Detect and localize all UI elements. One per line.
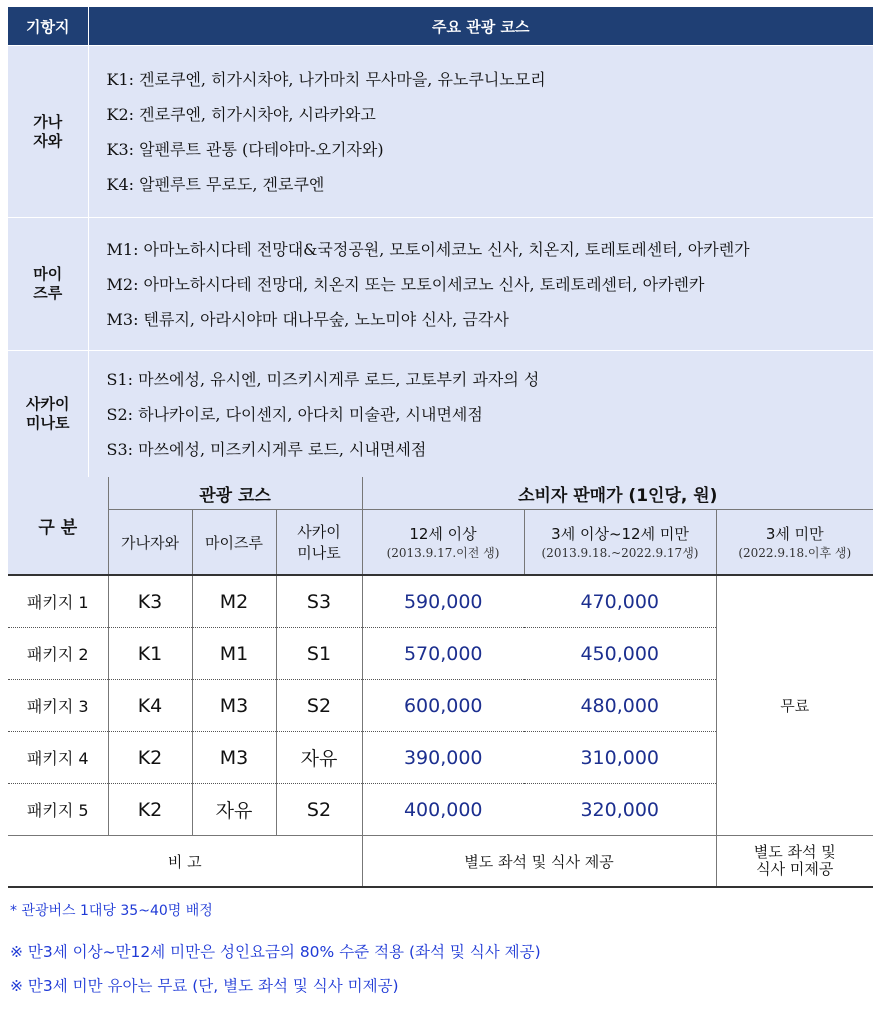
package-s: S3 (276, 575, 362, 628)
course-item: M3: 텐류지, 아라시야마 대나무숲, 노노미야 신사, 금각사 (106, 309, 509, 329)
package-k: K3 (108, 575, 192, 628)
package-s: S2 (276, 680, 362, 732)
package-name: 패키지 4 (8, 732, 108, 784)
package-m: M3 (192, 732, 276, 784)
package-name: 패키지 2 (8, 628, 108, 680)
price-child: 470,000 (524, 575, 716, 628)
package-m: M2 (192, 575, 276, 628)
course-row-maizuru (8, 218, 873, 351)
course-item: S2: 하나카이로, 다이센지, 아다치 미술관, 시내면세점 (106, 404, 483, 424)
price-adult: 390,000 (362, 732, 524, 784)
price-adult: 600,000 (362, 680, 524, 732)
price-adult: 590,000 (362, 575, 524, 628)
header-course: 주요 관광 코스 (88, 7, 873, 46)
course-row-sakaiminato (8, 351, 873, 478)
note-child-rate: ※ 만3세 이상~만12세 미만은 성인요금의 80% 수준 적용 (좌석 및 식사 제공) (10, 943, 541, 961)
price-table (8, 477, 873, 888)
package-m: M1 (192, 628, 276, 680)
region-maizuru: 마이 즈루 (8, 218, 88, 351)
price-child: 310,000 (524, 732, 716, 784)
region-sakaiminato: 사카이 미나토 (8, 351, 88, 478)
package-s: 자유 (276, 732, 362, 784)
course-item: S3: 마쓰에성, 미즈키시게루 로드, 시내면세점 (106, 439, 427, 459)
table-row (8, 575, 873, 628)
remark-label: 비 고 (8, 836, 362, 888)
course-item: S1: 마쓰에성, 유시엔, 미즈키시게루 로드, 고토부키 과자의 성 (106, 369, 540, 389)
price-child: 480,000 (524, 680, 716, 732)
course-list-sakaiminato (88, 351, 873, 478)
package-m: 자유 (192, 784, 276, 836)
course-item: K4: 알펜루트 무로도, 겐로쿠엔 (106, 174, 325, 194)
header-courses: 관광 코스 (108, 477, 362, 510)
subheader-adult: 12세 이상 (2013.9.17.이전 생) (362, 510, 524, 576)
package-s: S2 (276, 784, 362, 836)
price-infant: 무료 (716, 575, 873, 836)
note-infant-free: ※ 만3세 미만 유아는 무료 (단, 별도 좌석 및 식사 미제공) (10, 977, 399, 995)
region-kanazawa: 가나 자와 (8, 46, 88, 218)
package-s: S1 (276, 628, 362, 680)
course-list-kanazawa (88, 46, 873, 218)
course-item: K2: 겐로쿠엔, 히가시차야, 시라카와고 (106, 104, 376, 124)
header-category: 구 분 (8, 477, 108, 575)
subheader-sakaiminato: 사카이 미나토 (276, 510, 362, 576)
package-name: 패키지 3 (8, 680, 108, 732)
price-child: 320,000 (524, 784, 716, 836)
package-name: 패키지 1 (8, 575, 108, 628)
package-m: M3 (192, 680, 276, 732)
remark-infant: 별도 좌석 및 식사 미제공 (716, 836, 873, 888)
package-name: 패키지 5 (8, 784, 108, 836)
price-adult: 570,000 (362, 628, 524, 680)
remark-row (8, 836, 873, 888)
package-k: K1 (108, 628, 192, 680)
course-item: K1: 겐로쿠엔, 히가시차야, 나가마치 무사마을, 유노쿠니노모리 (106, 69, 546, 89)
package-k: K4 (108, 680, 192, 732)
course-table (8, 7, 873, 477)
remark-paid: 별도 좌석 및 식사 제공 (362, 836, 716, 888)
header-region: 기항지 (8, 7, 88, 46)
course-row-kanazawa (8, 46, 873, 218)
subheader-maizuru: 마이즈루 (192, 510, 276, 576)
note-bus: * 관광버스 1대당 35~40명 배정 (10, 903, 213, 919)
package-k: K2 (108, 732, 192, 784)
header-price: 소비자 판매가 (1인당, 원) (362, 477, 873, 510)
price-child: 450,000 (524, 628, 716, 680)
price-adult: 400,000 (362, 784, 524, 836)
subheader-child: 3세 이상~12세 미만 (2013.9.18.~2022.9.17생) (524, 510, 716, 576)
subheader-infant: 3세 미만 (2022.9.18.이후 생) (716, 510, 873, 576)
subheader-kanazawa: 가나자와 (108, 510, 192, 576)
course-item: M1: 아마노하시다테 전망대&국정공원, 모토이세코노 신사, 치온지, 토레토레센터, 아카렌가 (106, 239, 750, 259)
package-k: K2 (108, 784, 192, 836)
course-item: K3: 알펜루트 관통 (다테야마-오기자와) (106, 139, 384, 159)
course-list-maizuru (88, 218, 873, 351)
course-item: M2: 아마노하시다테 전망대, 치온지 또는 모토이세코노 신사, 토레토레센터, 아카렌카 (106, 274, 705, 294)
